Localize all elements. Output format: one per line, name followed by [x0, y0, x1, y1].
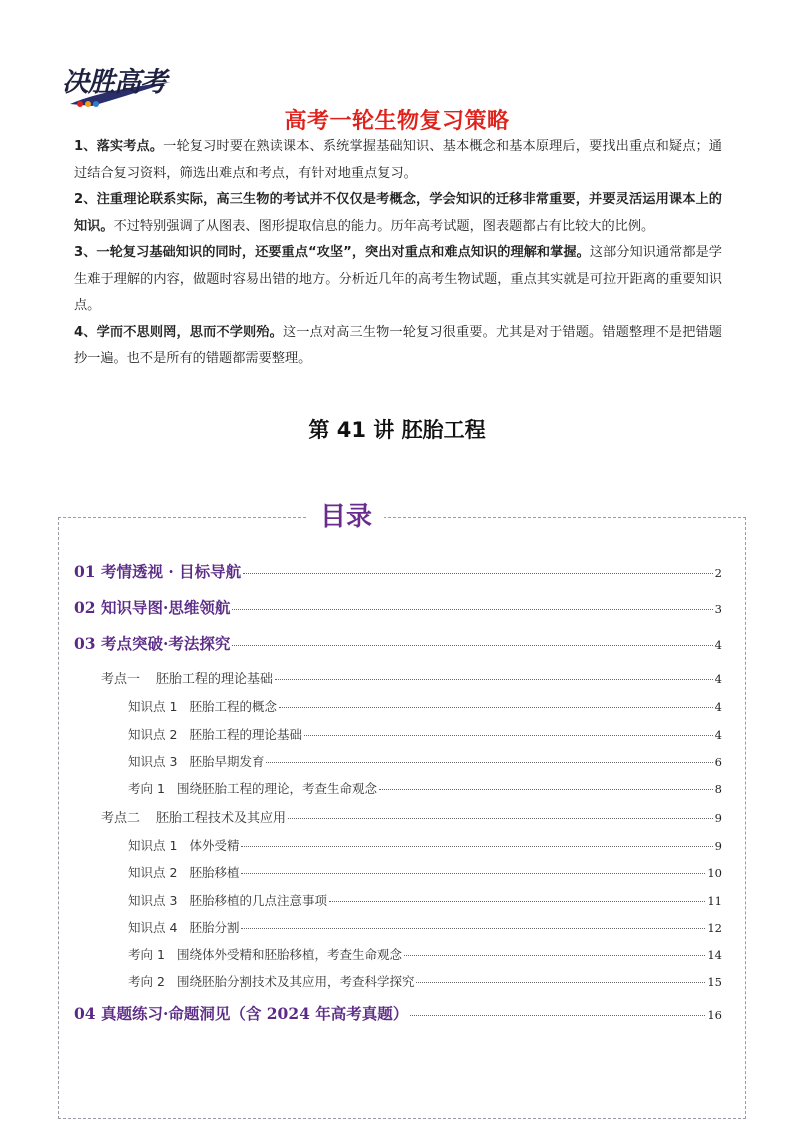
toc-entry-label [128, 697, 277, 715]
toc-entry-page: 8 [714, 782, 722, 796]
toc-entry-level3[interactable] [128, 945, 722, 963]
toc-entry-prefix: 考向 1 [128, 781, 165, 796]
toc-leader-dots [379, 789, 713, 790]
toc-leader-dots [232, 645, 712, 646]
toc-entry-label: 01 考情透视 · 目标导航 [74, 562, 242, 581]
intro-paragraph [74, 320, 722, 373]
toc-leader-dots [241, 928, 705, 929]
toc-entry-page: 4 [714, 700, 722, 714]
toc-entry-page: 11 [707, 894, 722, 908]
intro-paragraph-bold: 4、学而不思则罔，思而不学则殆。 [74, 324, 283, 340]
toc-entry-page: 12 [707, 921, 722, 935]
toc-entry-page: 15 [707, 975, 722, 989]
toc-entry-page: 10 [707, 866, 722, 880]
toc-entry-title: 胚胎工程的理论基础 [189, 727, 302, 742]
toc-entry-level3[interactable] [128, 918, 722, 936]
toc-leader-dots [266, 762, 712, 763]
toc-entry-level3[interactable] [128, 725, 722, 743]
toc-entry-label [128, 779, 377, 797]
toc-entry-level3[interactable] [128, 836, 722, 854]
toc-entry-level1[interactable] [74, 596, 722, 618]
toc-leader-dots [416, 982, 705, 983]
toc-entry-level3[interactable] [128, 972, 722, 990]
toc-leader-dots [288, 818, 713, 819]
intro-paragraph-bold: 2、注重理论联系实际，高三生物的考试并不仅仅是考概念，学会知识的迁移非常重要，并要灵活运用课本上的知识。 [74, 192, 722, 234]
toc-entry-prefix: 知识点 2 [128, 727, 178, 742]
toc-leader-dots [232, 609, 712, 610]
intro-paragraph-text: 这部分知识通常都是学生难于理解的内容，做题时容易出错的地方。分析近几年的高考生物试题，重点其实就是可拉开距离的重要知识点。 [74, 245, 722, 313]
toc-entry-prefix: 考向 2 [128, 974, 165, 989]
toc-entry-title: 围绕胚胎分割技术及其应用，考查科学探究 [176, 974, 415, 989]
toc-entry-level3[interactable] [128, 752, 722, 770]
toc-entry-page: 6 [714, 755, 722, 769]
toc-entry-title: 围绕体外受精和胚胎移植，考查生命观念 [176, 947, 402, 962]
toc-entry-title: 体外受精 [189, 838, 240, 853]
toc-leader-dots [275, 679, 713, 680]
lecture-title: 第 41 讲 胚胎工程 [308, 418, 486, 442]
toc-entry-level3[interactable] [128, 697, 722, 715]
toc-entry-level1[interactable] [74, 560, 722, 582]
brand-logo [62, 60, 174, 110]
toc-entry-level1[interactable] [74, 1002, 722, 1024]
toc-entry-label [101, 807, 286, 826]
intro-paragraph-text: 这一点对高三生物一轮复习很重要。尤其是对于错题。错题整理不是把错题抄一遍。也不是所有的错题都需要整理。 [74, 324, 722, 366]
toc-entry-level1[interactable] [74, 632, 722, 654]
toc-leader-dots [243, 573, 713, 574]
toc-leader-dots [329, 901, 705, 902]
intro-paragraph [74, 240, 722, 320]
toc-entry-title: 胚胎分割 [189, 920, 240, 935]
toc-entry-prefix: 考点二 [101, 811, 141, 826]
toc-entry-page: 3 [714, 602, 722, 616]
toc-entry-page: 2 [714, 566, 722, 580]
intro-paragraph-text: 一轮复习时要在熟读课本、系统掌握基础知识、基本概念和基本原理后，要找出重点和疑点；通过结合复习资料，筛选出难点和考点，有针对地重点复习。 [74, 139, 722, 181]
toc-leader-dots [404, 955, 705, 956]
toc-entry-label [128, 863, 239, 881]
toc-entry-page: 4 [714, 728, 722, 742]
toc-entry-page: 16 [707, 1008, 722, 1022]
toc-entry-label: 04 真题练习·命题洞见（含 2024 年高考真题） [74, 1004, 409, 1023]
toc-entry-title: 胚胎工程的理论基础 [156, 672, 274, 687]
toc-entry-prefix: 知识点 1 [128, 699, 178, 714]
toc-entry-page: 4 [714, 638, 722, 652]
toc-entry-level3[interactable] [128, 863, 722, 881]
logo-text: 决胜高考 [62, 67, 166, 98]
toc-entry-title: 胚胎移植的几点注意事项 [189, 893, 327, 908]
toc-entry-prefix: 考向 1 [128, 947, 165, 962]
toc-entry-label [128, 725, 302, 743]
toc-entry-label: 03 考点突破·考法探究 [74, 634, 231, 653]
toc-entry-title: 胚胎工程的概念 [189, 699, 277, 714]
toc-entry-title: 胚胎工程技术及其应用 [156, 811, 287, 826]
intro-section [74, 134, 722, 373]
toc-heading: 目录 [308, 496, 384, 533]
intro-paragraph-bold: 1、落实考点。 [74, 139, 164, 154]
toc-entry-title: 围绕胚胎工程的理论，考查生命观念 [176, 781, 377, 796]
intro-paragraph-bold: 3、一轮复习基础知识的同时，还要重点“攻坚”，突出对重点和难点知识的理解和掌握。 [74, 245, 590, 260]
toc-entry-title: 胚胎移植 [189, 865, 240, 880]
toc-entry-label [128, 836, 239, 854]
toc-entry-prefix: 知识点 2 [128, 865, 178, 880]
intro-paragraph-text: 不过特别强调了从图表、图形提取信息的能力。历年高考试题，图表题都占有比较大的比例。 [113, 218, 655, 234]
toc-entry-label [128, 918, 239, 936]
toc-entry-page: 9 [714, 811, 722, 825]
toc-entry-title: 胚胎早期发育 [189, 754, 265, 769]
page-title: 高考一轮生物复习策略 [284, 109, 510, 134]
toc-entry-prefix: 知识点 4 [128, 920, 178, 935]
intro-paragraph [74, 187, 722, 240]
toc-entry-page: 4 [714, 672, 722, 686]
toc-entry-prefix: 考点一 [101, 672, 141, 687]
toc-entry-prefix: 知识点 1 [128, 838, 178, 853]
toc-entry-page: 14 [707, 948, 722, 962]
toc-entry-label [128, 752, 264, 770]
toc-entry-page: 9 [714, 839, 722, 853]
toc-entry-label [128, 972, 414, 990]
toc-leader-dots [304, 735, 713, 736]
toc-entry-label [101, 668, 273, 687]
toc-entry-level2[interactable] [101, 668, 722, 687]
toc-leader-dots [410, 1015, 705, 1016]
toc-entry-level3[interactable] [128, 891, 722, 909]
toc-entry-level3[interactable] [128, 779, 722, 797]
toc-entry-label: 02 知识导图·思维领航 [74, 598, 231, 617]
toc-entry-prefix: 知识点 3 [128, 893, 178, 908]
toc-leader-dots [241, 846, 712, 847]
intro-paragraph [74, 134, 722, 187]
toc-entry-label [128, 945, 402, 963]
toc-entry-level2[interactable] [101, 807, 722, 826]
toc-entry-label [128, 891, 327, 909]
toc-leader-dots [241, 873, 705, 874]
toc-leader-dots [279, 707, 713, 708]
toc-entry-prefix: 知识点 3 [128, 754, 178, 769]
